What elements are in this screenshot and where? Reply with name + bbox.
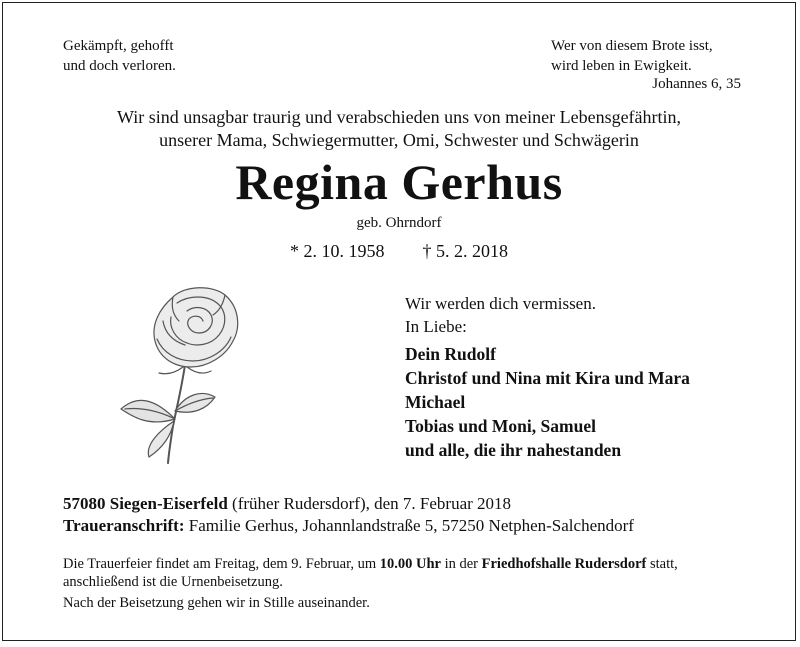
quote-right [551,36,713,76]
family-member: und alle, die ihr nahestanden [405,440,622,460]
life-dates [3,241,795,262]
death-date: † 5. 2. 2018 [422,241,508,261]
ceremony-part1: Die Trauerfeier findet am Freitag, dem 9. Februar, um [63,556,377,572]
ceremony-info [63,555,763,591]
ceremony-part3: statt, [650,556,678,572]
address-value: Familie Gerhus, Johannlandstraße 5, 57250 Netphen-Salchendorf [188,516,634,535]
quote-left-line2: und doch verloren. [63,58,176,74]
farewell-text [405,292,596,338]
bible-reference: Johannes 6, 35 [652,76,741,92]
place-and-address [63,493,634,537]
ceremony-line1 [63,555,763,573]
quote-left-line1: Gekämpft, gehofft [63,38,174,54]
postcode-city: 57080 Siegen-Eiserfeld [63,494,228,513]
quote-right-line2: wird leben in Ewigkeit. [551,58,692,74]
ceremony-location: Friedhofshalle Rudersdorf [481,556,647,572]
obituary-notice [2,2,796,641]
family-list [405,342,690,462]
family-member: Michael [405,392,466,412]
after-note: Nach der Beisetzung gehen wir in Stille auseinander. [63,595,370,611]
intro-line2: unserer Mama, Schwiegermutter, Omi, Schwester und Schwägerin [159,130,639,150]
deceased-name: Regina Gerhus [235,154,563,210]
intro-text [3,106,795,152]
farewell-line1: Wir werden dich vermissen. [405,294,596,313]
ceremony-part2: in der [444,556,479,572]
farewell-line2: In Liebe: [405,317,467,336]
maiden-name: geb. Ohrndorf [356,215,442,231]
quote-right-line1: Wer von diesem Brote isst, [551,38,713,54]
family-member: Tobias und Moni, Samuel [405,416,596,436]
birth-date: * 2. 10. 1958 [290,241,385,261]
place-date-rest: (früher Rudersdorf), den 7. Februar 2018 [232,494,512,513]
address-line [63,515,634,537]
address-label: Traueranschrift: [63,516,185,535]
intro-line1: Wir sind unsagbar traurig und verabschieden uns von meiner Lebensgefährtin, [116,107,682,127]
family-member: Christof und Nina mit Kira und Mara [405,368,690,388]
rose-icon [101,281,261,466]
family-member: Dein Rudolf [405,344,496,364]
quote-left [63,36,176,76]
place-date-line [63,493,634,515]
ceremony-time: 10.00 Uhr [379,556,441,572]
ceremony-line2: anschließend ist die Urnenbeisetzung. [63,574,283,590]
